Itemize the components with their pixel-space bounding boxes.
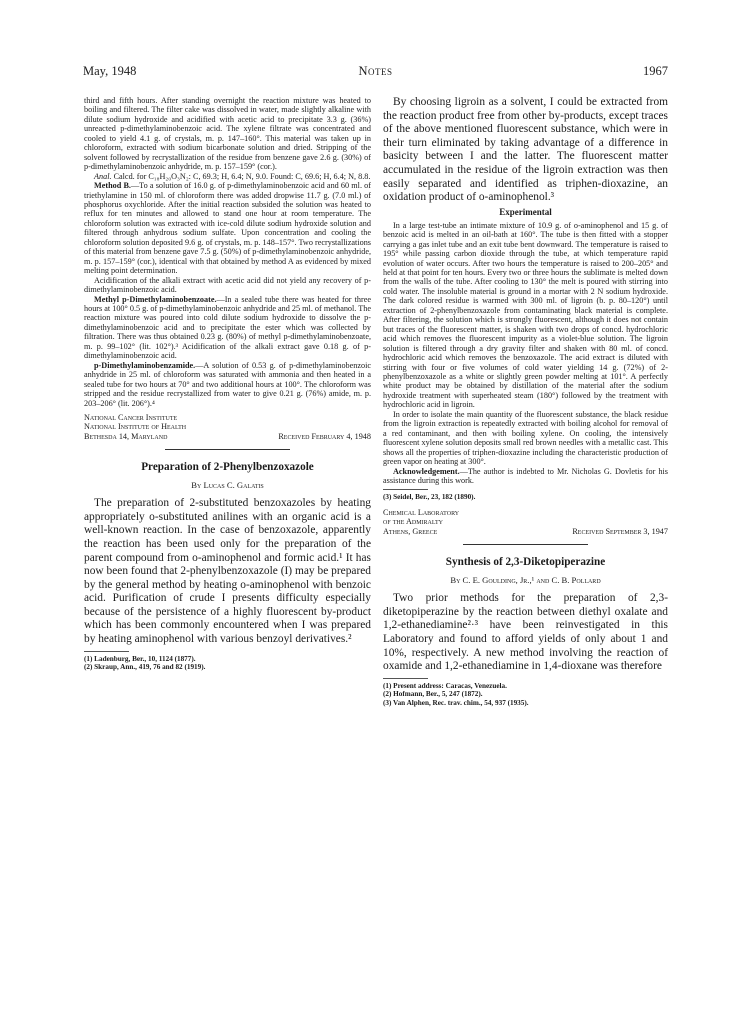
methyl-ester-paragraph	[84, 295, 371, 361]
experimental-heading: Experimental	[499, 206, 552, 217]
address-line-with-date	[383, 527, 668, 536]
author-address-block-1	[84, 413, 371, 441]
article-intro-paragraph: Two prior methods for the preparation of 2,3-diketopiperazine by the reaction between diethyl oxalate and 1,2-ethanediamine²·³ have been reinvestigated in this Laboratory and found to afford yields of only about 1 and 10%, respectively. A new method involving the reaction of oxamide and 1,2-ethanediamine in 1,4-dioxane was therefore	[383, 592, 668, 673]
address-line: Chemical Laboratory	[383, 508, 460, 518]
analysis-label: Anal.	[94, 171, 112, 181]
right-column	[383, 96, 668, 708]
left-column	[84, 96, 371, 672]
footnote: (1) Ladenburg, Ber., 10, 1124 (1877).	[84, 654, 196, 663]
methyl-ester-text: —In a sealed tube there was heated for three hours at 100° 0.5 g. of p-dimethylaminobenzoic anhydride and 25 ml. of methanol. The reaction mixture was poured into cold dilute sodium hydroxide to dissolve the p-dimethylaminobenzoic acid and to precipitate the ester which was collected by filtration. There was thus obtained 0.23 g. (80%) of methyl p-dimethylaminobenzoate, m. p. 99–102° (lit. 102°).³ Acidification of the alkali extract gave 0.18 g. of p-dimethylaminobenzoic acid.	[84, 294, 371, 361]
acknowledgement-text: —The author is indebted to Mr. Nicholas G. Dovletis for his assistance during this work.	[383, 466, 668, 485]
section-name: Notes	[358, 64, 393, 78]
experimental-paragraph: In a large test-tube an intimate mixture of 10.9 g. of o-aminophenol and 15 g. of benzoic acid is melted in an oil-bath at 160°. The tube is then fitted with a stopper carrying a gas inlet tube and an exit tube bent downward. The temperature is raised to 195° while passing carbon dioxide through the tube, at which temperature rapid evolution of water occurs. After two hours the temperature is raised to 200–205° and held at that point for ten hours. Every two or three hours the sublimate is melted down from the walls of the tube. After cooling to 130° the melt is poured with stirring into cold water. The insoluble material is ground in a mortar with 2 N sodium hydroxide. The dark colored residue is warmed with 300 ml. of ligroin (b. p. 80–120°) until extraction of 2-phenylbenzoxazole from contaminating black material is complete. After filtering, the solution which is strongly fluorescent, although it does not contain but traces of the fluorescent matter, is shaken with two drops of concd. hydrochloric acid which removes the fluorescent impurity as a violet-blue solution. The ligroin solution is filtered through a dry gravity filter and shaken with 80 ml. of concd. hydrochloric acid which removes the benzoxazole. The acid extract is diluted with stirring with four or five volumes of cold water yielding 14 g. (72%) of 2-phenylbenzoxazole as a white or slightly green powder melting at 101°. A perfectly white product may be obtained by distillation of the material after the sodium hydroxide treatment with superheated steam (180°) followed by the treatment with hydrochloric acid in ligroin.	[383, 220, 668, 410]
page-number: 1967	[643, 64, 668, 78]
footnote-divider	[84, 651, 129, 652]
amide-paragraph	[84, 361, 371, 408]
experimental-paragraph: In order to isolate the main quantity of the fluorescent substance, the black residue from the ligroin extraction is repeatedly extracted with boiling alcohol for removal of a red contaminant, and then with boiling xylene. On cooling, the intensively fluorescent xylene solution deposits small red brown needles with a metallic cast. This shows all the properties of triphen-dioxazine including the characteristic production of green vapor on heating at 300°.	[383, 409, 668, 467]
running-head	[83, 64, 668, 84]
article-title: Synthesis of 2,3-Diketopiperazine	[445, 556, 606, 569]
footnote: (2) Skraup, Ann., 419, 76 and 82 (1919).	[84, 663, 206, 672]
article-divider	[165, 449, 290, 450]
acknowledgement-paragraph	[383, 467, 668, 486]
article-byline: By C. E. Goulding, Jr.,¹ and C. B. Pollard	[450, 575, 601, 586]
address-city: Bethesda 14, Maryland	[84, 431, 168, 441]
address-line: National Institute of Health	[84, 422, 187, 432]
issue-date: May, 1948	[83, 64, 137, 78]
address-line: of the Admiralty	[383, 517, 444, 527]
amide-heading: p-Dimethylaminobenzamide.	[94, 360, 196, 370]
address-line-with-date	[84, 432, 371, 441]
received-date: Received February 4, 1948	[278, 431, 371, 441]
article-intro-paragraph: The preparation of 2-substituted benzoxazoles by heating appropriately o-substituted anilines with an organic acid is a well-known reaction. In the case of benzoxazole, apparently the reaction has been used only for the preparation of the parent compound from o-aminophenol and formic acid.¹ It has now been found that 2-phenylbenzoxazole (I) may be prepared by the general method by heating o-aminophenol with benzoic acid. Purification of crude I presents difficulty especially because of the persistence of a highly fluorescent by-product which has been commonly encountered when I was prepared by heating aminophenol with various benzoyl derivatives.²	[84, 497, 371, 646]
footnote-divider	[383, 678, 428, 679]
footnote: (1) Present address: Caracas, Venezuela.	[383, 681, 507, 690]
acidification-paragraph: Acidification of the alkali extract with acetic acid did not yield any recovery of p-dimethylaminobenzoic acid.	[84, 275, 371, 295]
method-b-text: —To a solution of 16.0 g. of p-dimethylaminobenzoic acid and 60 ml. of triethylamine in 150 ml. of chloroform there was added dropwise 11.7 g. (7.0 ml.) of phosphorus oxychloride. After the initial reaction subsided the solution was heated to reflux for ten minutes and allowed to stand one hour at room temperature. The chloroform solution was extracted with ice-cold dilute sodium hydroxide solution and filtered through anhydrous sodium sulfate. Upon concentration and cooling the chloroform solution deposited 9.6 g. of crystals, m. p. 148–157°. Two recrystallizations of this material from benzene gave 7.5 g. (50%) of p-dimethylaminobenzoic anhydride, m. p. 157–159° (cor.), identical with that obtained by method A as evidenced by mixed melting point determination.	[84, 181, 371, 276]
amide-text: —A solution of 0.53 g. of p-dimethylaminobenzoic anhydride in 25 ml. of chloroform was saturated with ammonia and then heated in a sealed tube for two hours at 70° and two additional hours at 100°. The chloroform was stripped and the residue recrystallized from water to give 0.21 g. (76%) amide, m. p. 203–206° (lit. 206°).⁴	[84, 360, 371, 408]
footnote-divider	[383, 489, 428, 490]
method-b-heading: Method B.	[94, 181, 131, 191]
article-byline: By Lucas C. Galatis	[191, 480, 264, 491]
analysis-paragraph	[84, 172, 371, 181]
method-a-continuation: third and fifth hours. After standing overnight the reaction mixture was heated to boiling and filtered. The filter cake was dissolved in water, made slightly alkaline with dilute sodium hydroxide and acidified with acetic acid to precipitate 3.3 g. (36%) unreacted p-dimethylaminobenzoic acid. The xylene filtrate was concentrated and cooled to yield 4.1 g. of crystals, m. p. 147–160°. This material was taken up in chloroform, extracted with sodium bicarbonate solution and dried. Stripping of the solvent followed by recrystallization of the residue from benzene gave 2.6 g. (30%) of p-dimethylaminobenzoic anhydride, m. p. 157–159° (cor.).	[84, 96, 371, 172]
analysis-text: Calcd. for C₁₈H₂₀O₃N₂: C, 69.3; H, 6.4; N, 9.0. Found: C, 69.6; H, 6.4; N, 8.8.	[111, 171, 371, 181]
received-date: Received September 3, 1947	[572, 526, 668, 536]
article-continuation-paragraph: By choosing ligroin as a solvent, I could be extracted from the reaction product free from other by-products, except traces of the above mentioned fluorescent substance, which were in their turn eliminated by taking advantage of a difference in basicity between I and the latter. The fluorescent matter accumulated in the residue of the ligroin extraction was then easily separated and identified as triphen-dioxazine, an oxidation product of o-aminophenol.³	[383, 96, 668, 204]
footnote: (2) Hofmann, Ber., 5, 247 (1872).	[383, 690, 483, 699]
method-b-paragraph	[84, 181, 371, 276]
footnote: (3) Van Alphen, Rec. trav. chim., 54, 937 (1935).	[383, 698, 529, 707]
methyl-ester-heading: Methyl p-Dimethylaminobenzoate.	[94, 294, 217, 304]
address-line: National Cancer Institute	[84, 412, 178, 422]
acknowledgement-heading: Acknowledgement.	[393, 466, 460, 476]
article-divider	[463, 544, 588, 545]
author-address-block-2	[383, 508, 668, 536]
address-city: Athens, Greece	[383, 526, 438, 536]
article-title: Preparation of 2-Phenylbenzoxazole	[141, 461, 314, 474]
footnote: (3) Seidel, Ber., 23, 182 (1890).	[383, 493, 476, 502]
